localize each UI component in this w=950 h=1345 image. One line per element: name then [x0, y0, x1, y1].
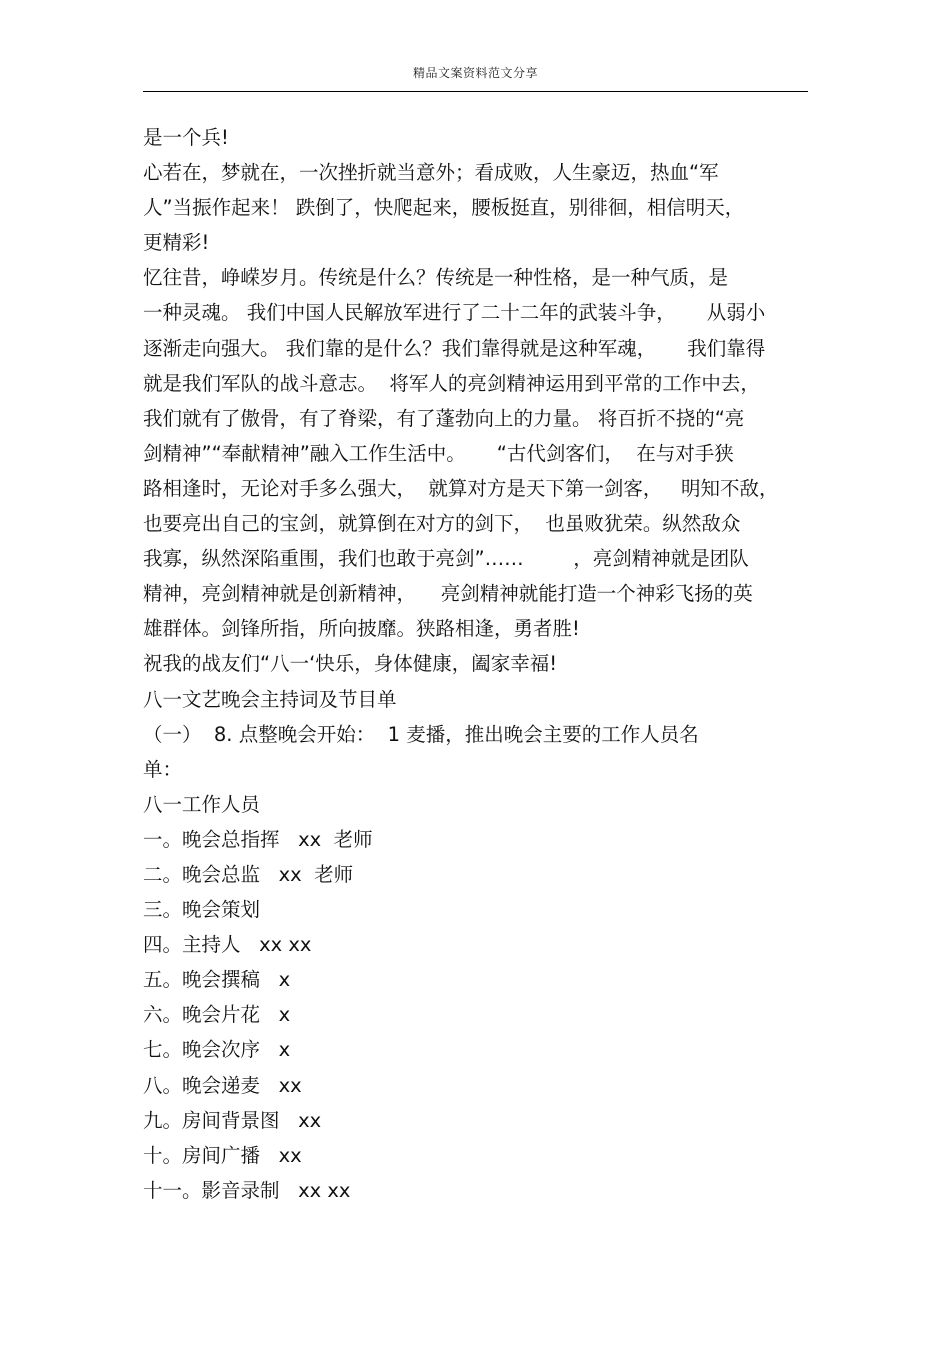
list-heading: 八一工作人员 — [143, 792, 261, 816]
text-line: 祝我的战友们“八一‘快乐，身体健康，阖家幸福! — [143, 652, 558, 676]
list-item: 一。晚会总指挥 xx 老师 — [143, 827, 373, 851]
list-item: 二。晚会总监 xx 老师 — [143, 862, 354, 886]
text-line: 我寡，纵然深陷重围，我们也敢于亮剑”…… ，亮剑精神就是团队 — [143, 547, 749, 571]
page-header: 精品文案资料范文分享 — [412, 66, 538, 80]
text-line: 就是我们军队的战斗意志。 将军人的亮剑精神运用到平常的工作中去， — [143, 371, 760, 395]
text-line: （一） 8. 点整晚会开始： 1 麦播，推出晚会主要的工作人员名 — [143, 722, 699, 746]
text-line: 单： — [143, 757, 183, 781]
section-heading: 八一文艺晚会主持词及节目单 — [143, 687, 397, 711]
text-line: 是一个兵! — [143, 126, 229, 149]
list-item: 七。晚会次序 x — [143, 1038, 291, 1062]
list-item: 六。晚会片花 x — [143, 1003, 291, 1027]
header-divider — [143, 91, 808, 92]
list-item: 十。房间广播 xx — [143, 1143, 302, 1167]
text-line: 我们就有了傲骨，有了脊梁，有了蓬勃向上的力量。 将百折不挠的“亮 — [143, 406, 745, 430]
list-item: 八。晚会递麦 xx — [143, 1073, 302, 1097]
text-line: 人”当振作起来！ 跌倒了，快爬起来，腰板挺直，别徘徊，相信明天， — [143, 196, 745, 220]
text-line: 心若在，梦就在，一次挫折就当意外；看成败，人生豪迈，热血“军 — [143, 161, 719, 185]
text-line: 剑精神”“奉献精神”融入工作生活中。 “古代剑客们， 在与对手狭 — [143, 441, 734, 465]
text-line: 雄群体。剑锋所指，所向披靡。狭路相逢，勇者胜! — [143, 617, 580, 641]
text-line: 忆往昔，峥嵘岁月。传统是什么？传统是一种性格，是一种气质，是 — [143, 266, 729, 290]
list-item: 三。晚会策划 — [143, 898, 261, 922]
text-line: 逐渐走向强大。 我们靠的是什么？我们靠得就是这种军魂， 我们靠得 — [143, 336, 766, 360]
text-line: 精神，亮剑精神就是创新精神， 亮剑精神就能打造一个神彩飞扬的英 — [143, 582, 753, 606]
document-body — [143, 120, 813, 1208]
list-item: 十一。影音录制 xx xx — [143, 1178, 351, 1202]
text-line: 也要亮出自己的宝剑，就算倒在对方的剑下， 也虽败犹荣。纵然敌众 — [143, 512, 741, 536]
list-item: 四。主持人 xx xx — [143, 933, 312, 957]
text-line: 更精彩! — [143, 231, 210, 255]
list-item: 五。晚会撰稿 x — [143, 968, 291, 992]
text-line: 路相逢时，无论对手多么强大， 就算对方是天下第一剑客， 明知不敌， — [143, 476, 779, 500]
text-line: 一种灵魂。 我们中国人民解放军进行了二十二年的武装斗争， 从弱小 — [143, 301, 766, 325]
list-item: 九。房间背景图 xx — [143, 1108, 322, 1132]
